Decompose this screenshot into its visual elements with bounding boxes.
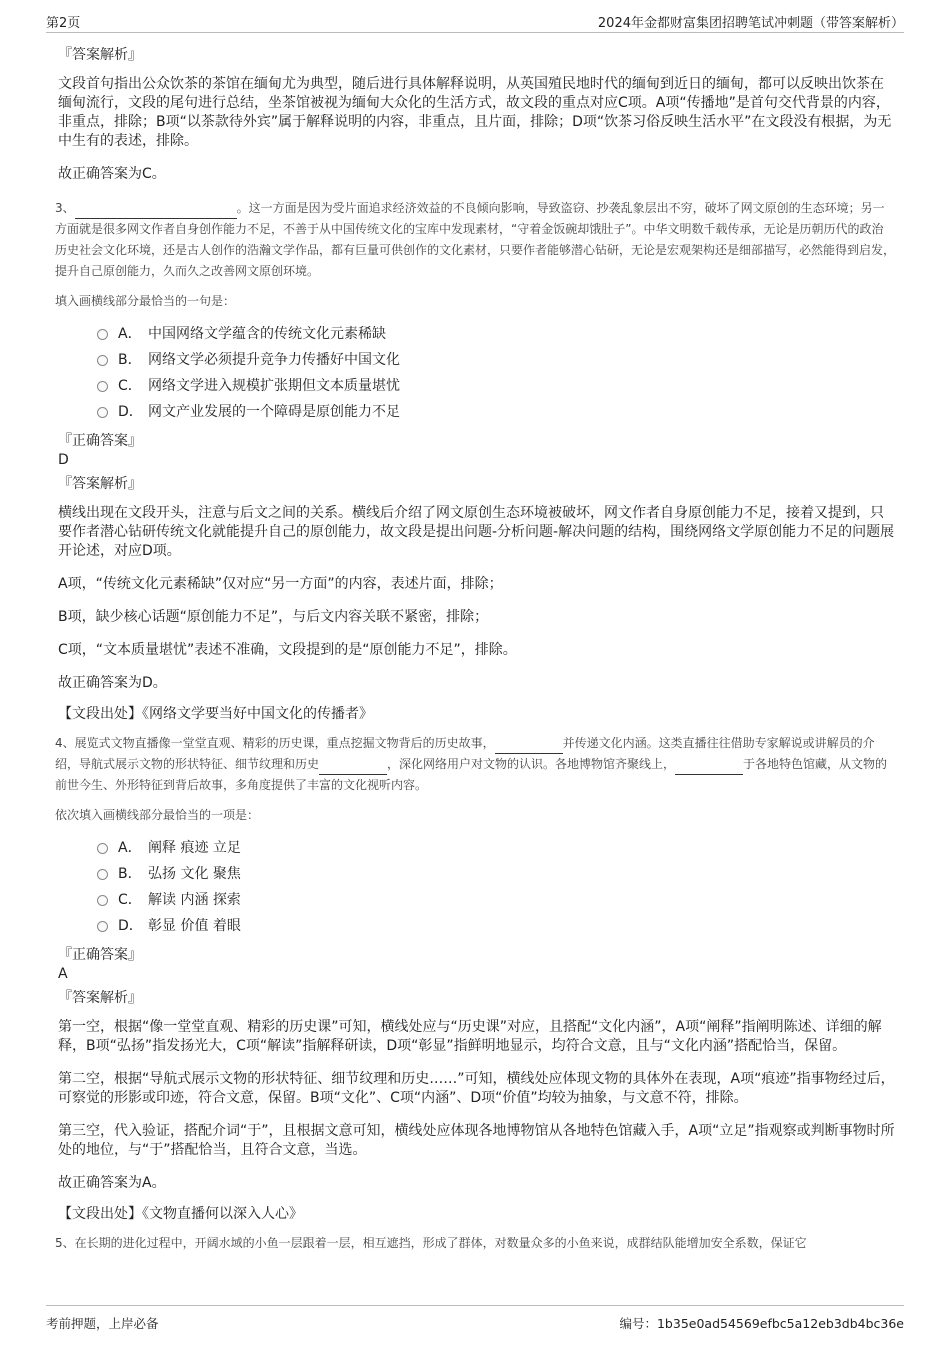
- document-code: 编号：1b35e0ad54569efbc5a12eb3db4bc36e: [619, 1316, 904, 1331]
- option-c[interactable]: C． 网络文学进入规模扩张期但文本质量堪忧: [97, 373, 895, 399]
- analysis-text: A项，“传统文化元素稀缺”仅对应“另一方面”的内容，表述片面，排除；: [58, 576, 503, 592]
- conclusion-text: 故正确答案为A。: [58, 1175, 166, 1191]
- analysis-text: 第二空，根据“导航式展示文物的形状特征、细节纹理和历史……”可知，横线处应体现文物的具体外在表现，A项“痕迹”指事物经过后，可察觉的形影或印迹，符合文意，保留。B项“文化”、C项“内涵”、D项“价值”均较为抽象，与文意不符，排除。: [58, 1071, 895, 1106]
- page-number: 第2页: [46, 16, 81, 31]
- question-4-stem: 4、展览式文物直播像一堂堂直观、精彩的历史课，重点挖掘文物背后的历史故事， 并传递文化内涵。这类直播往往借助专家解说或讲解员的介绍，导航式展示文物的形状特征、细节纹理和历史 ，深化网络用户对文物的认识。各地博物馆齐聚线上， 于各地特色馆藏，从文物的前世今生、外形特征到背后故事，多角度提供了丰富的文化视听内容。: [55, 736, 888, 792]
- option-a[interactable]: A． 中国网络文学蕴含的传统文化元素稀缺: [97, 321, 895, 347]
- option-b[interactable]: B． 网络文学必须提升竞争力传播好中国文化: [97, 347, 895, 373]
- radio-icon[interactable]: [97, 381, 108, 392]
- question-4-ask: 依次填入画横线部分最恰当的一项是：: [55, 808, 260, 822]
- question-5-stem: 5、在长期的进化过程中，开阔水域的小鱼一层跟着一层，相互遮挡，形成了群体，对数量众多的小鱼来说，成群结队能增加安全系数，保证它: [55, 1236, 807, 1250]
- page-footer: [46, 1305, 904, 1340]
- analysis-text: 第三空，代入验证，搭配介词“于”，且根据文意可知，横线处应体现各地博物馆从各地特色馆藏入手，A项“立足”指观察或判断事物时所处的地位，与“于”搭配恰当，且符合文意，当选。: [58, 1123, 895, 1158]
- analysis-tag: 『答案解析』: [58, 990, 142, 1006]
- analysis-text: 文段首句指出公众饮茶的茶馆在缅甸尤为典型，随后进行具体解释说明，从英国殖民地时代的缅甸到近日的缅甸，都可以反映出饮茶在缅甸流行，文段的尾句进行总结，坐茶馆被视为缅甸大众化的生活方式，故文段的重点对应C项。A项“传播地”是首句交代背景的内容，非重点，排除；B项“以茶款待外宾”属于解释说明的内容，非重点，且片面，排除；D项“饮茶习俗反映生活水平”在文段没有根据，为无中生有的表述，排除。: [58, 76, 892, 149]
- source-citation: 【文段出处】《文物直播何以深入人心》: [58, 1206, 303, 1222]
- radio-icon[interactable]: [97, 407, 108, 418]
- radio-icon[interactable]: [97, 355, 108, 366]
- source-citation: 【文段出处】《网络文学要当好中国文化的传播者》: [58, 706, 373, 722]
- question-3-options: [97, 321, 895, 425]
- answer-blank: [675, 760, 743, 775]
- option-c[interactable]: C． 解读 内涵 探索: [97, 887, 895, 913]
- conclusion-text: 故正确答案为C。: [58, 166, 166, 182]
- analysis-text: 横线出现在文段开头，注意与后文之间的关系。横线后介绍了网文原创生态环境被破坏，网文作者自身原创能力不足，接着又提到，只要作者潜心钻研传统文化就能提升自己的原创能力，故文段是提出问题-分析问题-解决问题的结构，围绕网络文学原创能力不足的问题展开论述，对应D项。: [58, 505, 895, 559]
- question-3-stem: 3、 。这一方面是因为受片面追求经济效益的不良倾向影响，导致盗窃、抄袭乱象层出不穷，破坏了网文原创的生态环境；另一方面就是很多网文作者自身创作能力不足，不善于从中国传统文化的宝库中发现素材，“守着金饭碗却饿肚子”。中华文明数千载传承，无论是历朝历代的政治历史社会文化环境，还是古人创作的浩瀚文学作品，都有巨量可供创作的文化素材，只要作者能够潜心钻研，无论是宏观架构还是细部描写，必然能得到启发，提升自己原创能力，久而久之改善网文原创环境。: [55, 201, 895, 278]
- option-b[interactable]: B． 弘扬 文化 聚焦: [97, 861, 895, 887]
- answer-blank: [75, 204, 237, 219]
- page-content: [55, 40, 895, 1298]
- correct-answer: D: [58, 452, 69, 468]
- question-3-ask: 填入画横线部分最恰当的一句是：: [55, 294, 236, 308]
- analysis-text: B项，缺少核心话题“原创能力不足”，与后文内容关联不紧密，排除；: [58, 609, 489, 625]
- option-a[interactable]: A． 阐释 痕迹 立足: [97, 835, 895, 861]
- option-d[interactable]: D． 网文产业发展的一个障碍是原创能力不足: [97, 399, 895, 425]
- analysis-text: 第一空，根据“像一堂堂直观、精彩的历史课”可知，横线处应与“历史课”对应，且搭配“文化内涵”，A项“阐释”指阐明陈述、详细的解释，B项“弘扬”指发扬光大，C项“解读”指解释研读，D项“彰显”指鲜明地显示，均符合文意，且与“文化内涵”搭配恰当，保留。: [58, 1019, 882, 1054]
- question-4-options: [97, 835, 895, 939]
- radio-icon[interactable]: [97, 843, 108, 854]
- answer-tag: 『正确答案』: [58, 947, 142, 963]
- page-header: [46, 10, 904, 33]
- option-d[interactable]: D． 彰显 价值 着眼: [97, 913, 895, 939]
- conclusion-text: 故正确答案为D。: [58, 675, 167, 691]
- radio-icon[interactable]: [97, 921, 108, 932]
- answer-blank: [495, 739, 563, 754]
- footer-slogan: 考前押题，上岸必备: [46, 1316, 159, 1331]
- radio-icon[interactable]: [97, 895, 108, 906]
- analysis-text: C项，“文本质量堪忧”表述不准确，文段提到的是“原创能力不足”，排除。: [58, 642, 517, 658]
- radio-icon[interactable]: [97, 329, 108, 340]
- answer-tag: 『正确答案』: [58, 433, 142, 449]
- answer-blank: [319, 760, 387, 775]
- correct-answer: A: [58, 966, 68, 982]
- radio-icon[interactable]: [97, 869, 108, 880]
- analysis-tag: 『答案解析』: [58, 47, 142, 63]
- document-title: 2024年金都财富集团招聘笔试冲刺题（带答案解析）: [597, 16, 904, 31]
- analysis-tag: 『答案解析』: [58, 476, 142, 492]
